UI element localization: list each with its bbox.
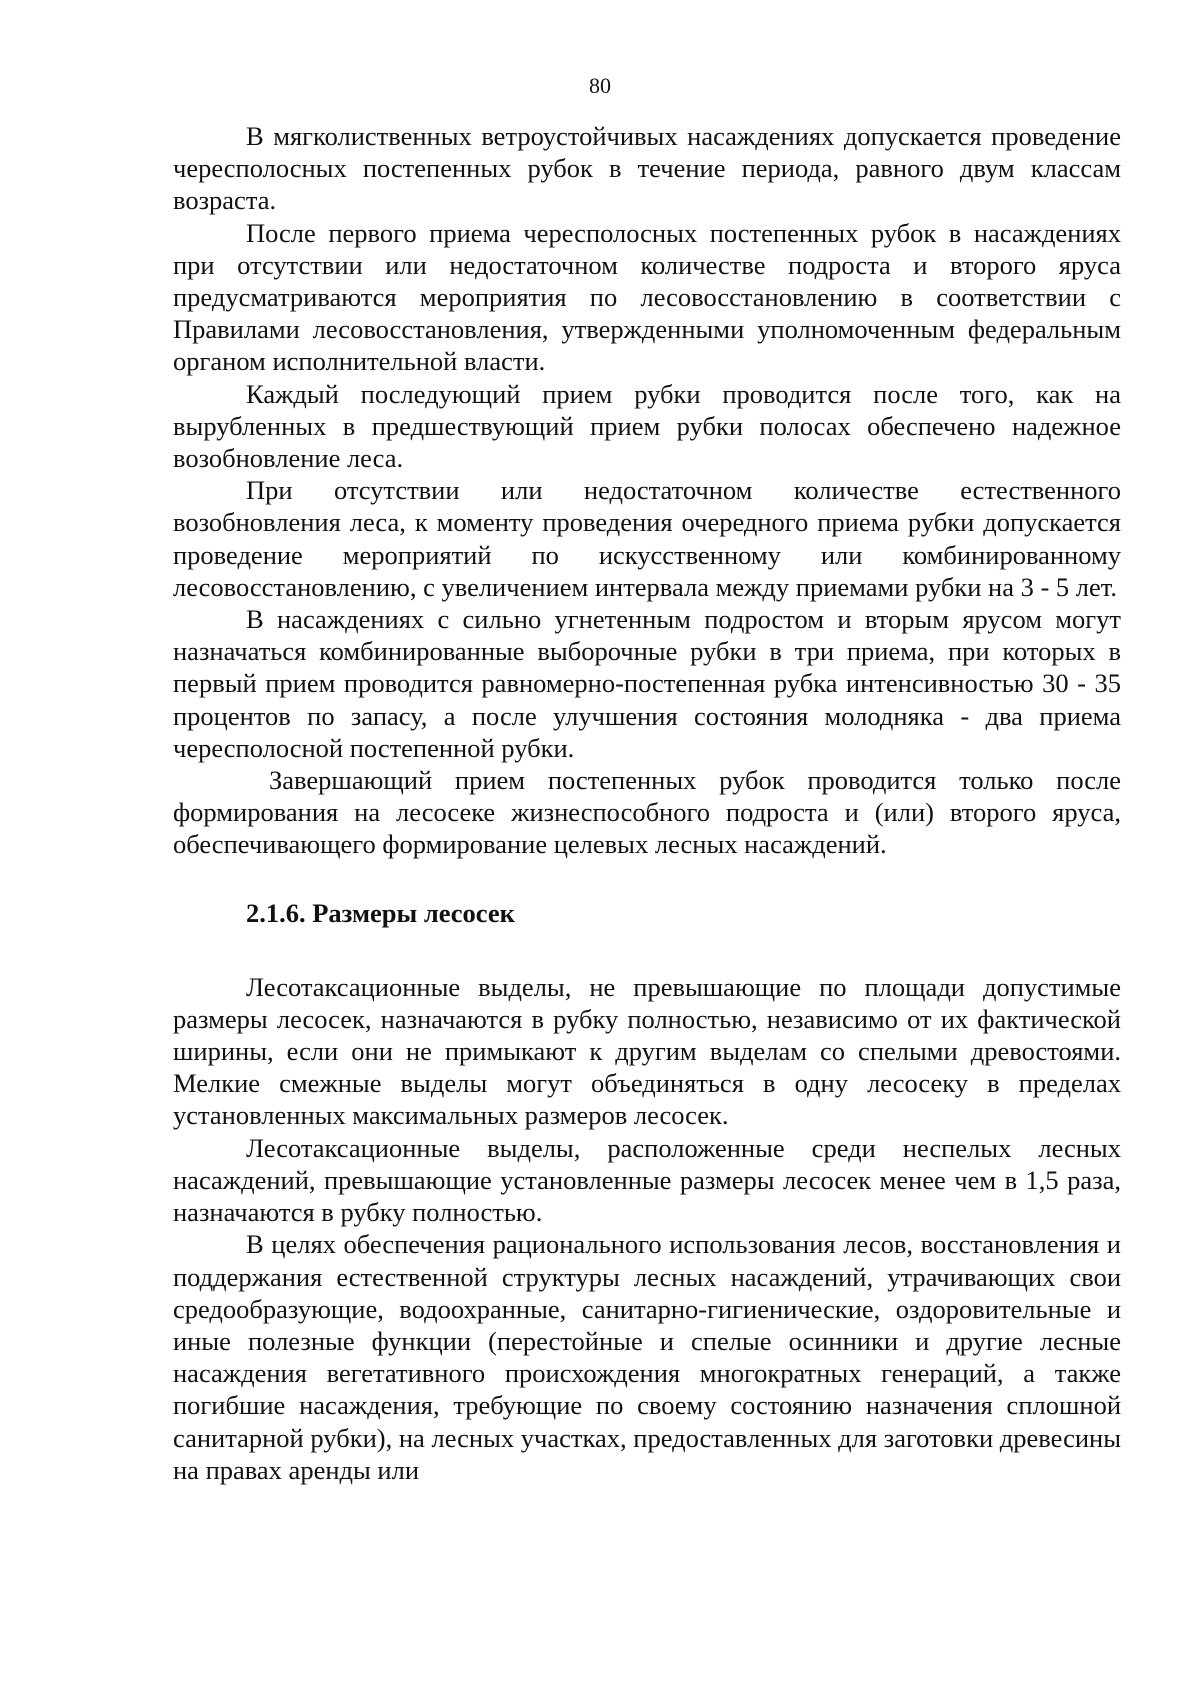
paragraph: Лесотаксационные выделы, расположенные среди неспелых лесных насаждений, превышающие установленные размеры лесосек менее чем в 1,5 раза, назначаются в рубку полностью. [173, 1132, 1121, 1228]
paragraph: В мягколиственных ветроустойчивых насаждениях допускается проведение чересполосных постепенных рубок в течение периода, равного двум классам возраста. [173, 121, 1121, 216]
section-heading: 2.1.6. Размеры лесосек [246, 897, 515, 928]
paragraph: Каждый последующий прием рубки проводится после того, как на вырубленных в предшествующий прием рубки полосах обеспечено надежное возобновление леса. [173, 378, 1121, 474]
paragraph: Лесотаксационные выделы, не превышающие по площади допустимые размеры лесосек, назначаются в рубку полностью, независимо от их фактической ширины, если они не примыкают к другим выделам со спелыми древостоями. Мелкие смежные выделы могут объединяться в одну лесосеку в пределах установленных максимальных размеров лесосек. [173, 971, 1121, 1131]
paragraph: После первого приема чересполосных постепенных рубок в насаждениях при отсутствии или недостаточном количестве подроста и второго яруса предусматриваются мероприятия по лесовосстановлению в соответствии с Правилами лесовосстановления, утвержденными уполномоченным федеральным органом исполнительной власти. [173, 217, 1121, 377]
paragraph: В целях обеспечения рационального использования лесов, восстановления и поддержания естественной структуры лесных насаждений, утрачивающих свои средообразующие, водоохранные, санитарно-гигиенические, оздоровительные и иные полезные функции (перестойные и спелые осинники и другие лесные насаждения вегетативного происхождения многократных генераций, а также погибшие насаждения, требующие по своему состоянию назначения сплошной санитарной рубки), на лесных участках, предоставленных для заготовки древесины на правах аренды или [173, 1229, 1121, 1485]
paragraph: В насаждениях с сильно угнетенным подростом и вторым ярусом могут назначаться комбинированные выборочные рубки в три приема, при которых в первый прием проводится равномерно-постепенная рубка интенсивностью 30 - 35 процентов по запасу, а после улучшения состояния молодняка - два приема чересполосной постепенной рубки. [173, 604, 1121, 763]
paragraph: Завершающий прием постепенных рубок проводится только после формирования на лесосеке жизнеспособного подроста и (или) второго яруса, обеспечивающего формирование целевых лесных насаждений. [173, 765, 1121, 860]
page-number: 80 [589, 73, 611, 98]
page-content [173, 120, 1121, 1486]
paragraph: При отсутствии или недостаточном количестве естественного возобновления леса, к моменту проведения очередного приема рубки допускается проведение мероприятий по искусственному или комбинированному лесовосстановлению, с увеличением интервала между приемами рубки на 3 - 5 лет. [173, 475, 1121, 602]
